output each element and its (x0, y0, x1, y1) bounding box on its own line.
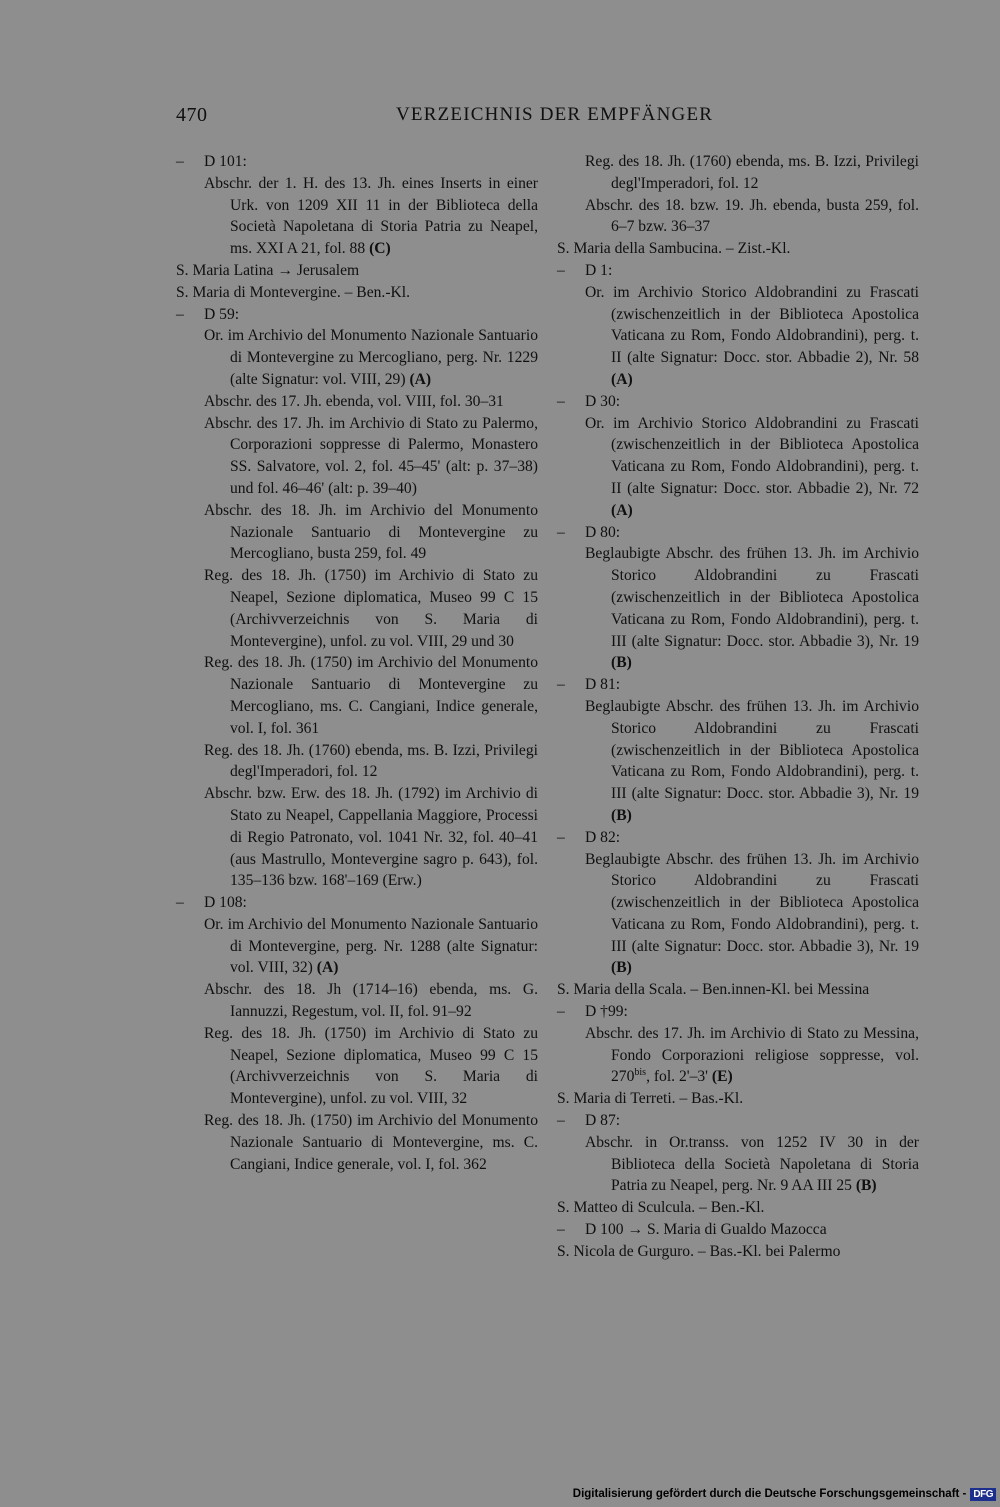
entry-text: D 1: (585, 261, 613, 279)
siglum: (E) (711, 1068, 733, 1086)
entry-text-cont: , fol. 2'–3' (646, 1068, 712, 1086)
source-entry (176, 652, 538, 739)
entry-text: D †99: (585, 1003, 628, 1021)
entry-dash: – (176, 305, 184, 323)
siglum: (A) (409, 370, 432, 388)
source-entry (176, 1023, 538, 1110)
entry-text: Reg. des 18. Jh. (1750) im Archivio del Monumento Nazionale Santuario di Montevergine zu Mercogliano, ms. C. Cangiani, Indice generale, vol. I, fol. 361 (204, 654, 538, 737)
document-number (176, 304, 538, 326)
document-number (557, 1001, 919, 1023)
entry-text: S. Maria Latina → Jerusalem (176, 261, 360, 279)
entry-text: Beglaubigte Abschr. des frühen 13. Jh. im Archivio Storico Aldobrandini zu Frascati (zwischenzeitlich in der Biblioteca Apostolica Vaticana zu Rom, Fondo Aldobrandini), perg. t. III (alte Signatur: Docc. stor. Abbadie 3), Nr. 19 (585, 545, 919, 650)
entry-text: Beglaubigte Abschr. des frühen 13. Jh. im Archivio Storico Aldobrandini zu Frascati (zwischenzeitlich in der Biblioteca Apostolica Vaticana zu Rom, Fondo Aldobrandini), perg. t. III (alte Signatur: Docc. stor. Abbadie 3), Nr. 19 (585, 850, 919, 955)
entry-text: Abschr. des 18. Jh. im Archivio del Monumento Nazionale Santuario di Montevergine zu Mercogliano, busta 259, fol. 49 (204, 501, 538, 563)
source-entry (176, 500, 538, 565)
entry-text: S. Maria di Terreti. – Bas.-Kl. (557, 1090, 744, 1108)
entry-text: Abschr. der 1. H. des 13. Jh. eines Inserts in einer Urk. von 1209 XII 11 in der Biblioteca della Società Napoletana di Storia Patria zu Neapel, ms. XXI A 21, fol. 88 (204, 174, 538, 258)
entry-text: D 80: (585, 523, 621, 541)
source-entry (176, 391, 538, 413)
running-title: VERZEICHNIS DER EMPFÄNGER (396, 104, 714, 125)
entry-text: S. Maria della Sambucina. – Zist.-Kl. (557, 240, 791, 258)
entry-text: Beglaubigte Abschr. des frühen 13. Jh. im Archivio Storico Aldobrandini zu Frascati (zwischenzeitlich in der Biblioteca Apostolica Vaticana zu Rom, Fondo Aldobrandini), perg. t. III (alte Signatur: Docc. stor. Abbadie 3), Nr. 19 (585, 697, 919, 803)
entry-text: D 101: (204, 153, 247, 170)
entry-text: Reg. des 18. Jh. (1760) ebenda, ms. B. Izzi, Privilegi degl'Imperadori, fol. 12 (585, 153, 919, 192)
digitization-credit (573, 1485, 996, 1503)
entry-dash: – (557, 523, 565, 541)
source-entry (557, 696, 919, 827)
entry-dash: – (557, 676, 565, 694)
entry-text: D 82: (585, 828, 621, 846)
siglum: (B) (611, 959, 632, 977)
entry-dash: – (557, 392, 565, 410)
source-entry (557, 1132, 919, 1197)
entry-text: Reg. des 18. Jh. (1760) ebenda, ms. B. Izzi, Privilegi degl'Imperadori, fol. 12 (204, 741, 538, 781)
entry-text: Abschr. des 17. Jh. ebenda, vol. VIII, fol. 30–31 (204, 392, 504, 410)
entry-dash: – (557, 1003, 565, 1021)
source-entry (557, 849, 919, 980)
entry-text: Or. im Archivio del Monumento Nazionale Santuario di Montevergine, perg. Nr. 1288 (alte Signatur: vol. VIII, 32) (204, 915, 538, 977)
entry-dash: – (557, 261, 565, 279)
entry-dash: – (557, 1112, 565, 1130)
document-number (176, 151, 538, 173)
source-entry (557, 195, 919, 239)
entry-dash: – (176, 894, 184, 912)
entry-text: Abschr. des 18. bzw. 19. Jh. ebenda, busta 259, fol. 6–7 bzw. 36–37 (585, 196, 919, 236)
siglum: (A) (611, 501, 633, 519)
document-number (557, 1219, 919, 1241)
source-entry (557, 413, 919, 522)
document-number (176, 892, 538, 914)
entry-text: D 100 → S. Maria di Gualdo Mazocca (585, 1221, 827, 1239)
siglum: (B) (611, 806, 632, 824)
recipient-heading (557, 1241, 919, 1263)
entry-text: Abschr. des 17. Jh. im Archivio di Stato zu Messina, Fondo Corporazioni religiose soppresse, vol. 270 (585, 1024, 919, 1086)
source-entry (176, 914, 538, 979)
document-number (557, 827, 919, 849)
recipient-heading (176, 260, 538, 282)
source-entry (176, 740, 538, 784)
entry-text: Reg. des 18. Jh. (1750) im Archivio del Monumento Nazionale Santuario di Montevergine, ms. C. Cangiani, Indice generale, vol. I, fol. 362 (204, 1112, 538, 1173)
siglum: (B) (611, 654, 632, 672)
siglum: (A) (316, 959, 339, 977)
entry-text: S. Maria della Scala. – Ben.innen-Kl. bei Messina (557, 981, 870, 999)
dfg-logo: DFG (970, 1488, 996, 1501)
recipient-heading (557, 979, 919, 1001)
entry-text: Or. im Archivio Storico Aldobrandini zu Frascati (zwischenzeitlich in der Biblioteca Apostolica Vaticana zu Rom, Fondo Aldobrandini), perg. t. II (alte Signatur: Docc. stor. Abbadie 2), Nr. 72 (585, 414, 919, 497)
source-entry (176, 325, 538, 390)
source-entry (557, 151, 919, 195)
entry-dash: – (557, 1221, 565, 1239)
entry-text: D 81: (585, 676, 621, 694)
source-entry (176, 979, 538, 1023)
source-entry (557, 543, 919, 674)
entry-text: D 59: (204, 305, 240, 323)
source-entry (176, 783, 538, 892)
right-column (557, 151, 919, 1263)
left-column (176, 151, 538, 1175)
document-number (557, 522, 919, 544)
source-entry (176, 565, 538, 652)
document-number (557, 674, 919, 696)
entry-text: Reg. des 18. Jh. (1750) im Archivio di Stato zu Neapel, Sezione diplomatica, Museo 99 C 15 (Archivverzeichnis von S. Maria di Montevergine), unfol. zu vol. VIII, 32 (204, 1024, 538, 1108)
siglum: (A) (611, 370, 633, 388)
document-number (557, 260, 919, 282)
entry-text: D 108: (204, 894, 247, 912)
entry-text: D 30: (585, 392, 621, 410)
entry-dash: – (557, 828, 565, 846)
source-entry (176, 413, 538, 500)
entry-text: S. Matteo di Sculcula. – Ben.-Kl. (557, 1199, 765, 1217)
entry-text: Reg. des 18. Jh. (1750) im Archivio di Stato zu Neapel, Sezione diplomatica, Museo 99 C 15 (Archivverzeichnis von S. Maria di Montevergine), unfol. zu vol. VIII, 29 und 30 (204, 567, 538, 650)
entry-text: Abschr. des 18. Jh (1714–16) ebenda, ms. G. Iannuzzi, Regestum, vol. II, fol. 91–92 (204, 981, 538, 1021)
page-number: 470 (176, 104, 208, 126)
entry-text: Abschr. bzw. Erw. des 18. Jh. (1792) im Archivio di Stato zu Neapel, Cappellania Maggiore, Processi di Regio Patronato, vol. 1041 Nr. 32, fol. 40–41 (aus Mastrullo, Montevergine sagro p. 643), fol. 135–136 bzw. 168'–169 (Erw.) (204, 785, 538, 890)
source-entry (176, 1110, 538, 1175)
source-entry (557, 282, 919, 391)
entry-text: S. Nicola de Gurguro. – Bas.-Kl. bei Palermo (557, 1242, 841, 1260)
document-number (557, 1110, 919, 1132)
superscript: bis (634, 1067, 647, 1079)
source-entry (176, 173, 538, 260)
source-entry (557, 1023, 919, 1088)
entry-text: Or. im Archivio Storico Aldobrandini zu Frascati (zwischenzeitlich in der Biblioteca Apostolica Vaticana zu Rom, Fondo Aldobrandini), perg. t. II (alte Signatur: Docc. stor. Abbadie 2), Nr. 58 (585, 283, 919, 367)
entry-text: Or. im Archivio del Monumento Nazionale Santuario di Montevergine zu Mercogliano, perg. Nr. 1229 (alte Signatur: vol. VIII, 29) (204, 327, 538, 388)
entry-text: Abschr. des 17. Jh. im Archivio di Stato zu Palermo, Corporazioni soppresse di Palermo, Monastero SS. Salvatore, vol. 2, fol. 45–45' (alt: p. 37–38) und fol. 46–46' (alt: p. 39–40) (204, 414, 538, 497)
entry-text: S. Maria di Montevergine. – Ben.-Kl. (176, 283, 411, 301)
siglum: (C) (369, 240, 391, 258)
entry-dash: – (176, 153, 184, 170)
credit-text: Digitalisierung gefördert durch die Deutsche Forschungsgemeinschaft - (572, 1488, 967, 1500)
recipient-heading (557, 1088, 919, 1110)
recipient-heading (557, 1197, 919, 1219)
recipient-heading (176, 282, 538, 304)
recipient-heading (557, 238, 919, 260)
entry-text: Abschr. in Or.transs. von 1252 IV 30 in der Biblioteca della Società Napoletana di Storia Patria zu Neapel, perg. Nr. 9 AA III 25 (585, 1133, 919, 1195)
document-number (557, 391, 919, 413)
entry-text: D 87: (585, 1112, 621, 1130)
siglum: (B) (855, 1177, 877, 1195)
